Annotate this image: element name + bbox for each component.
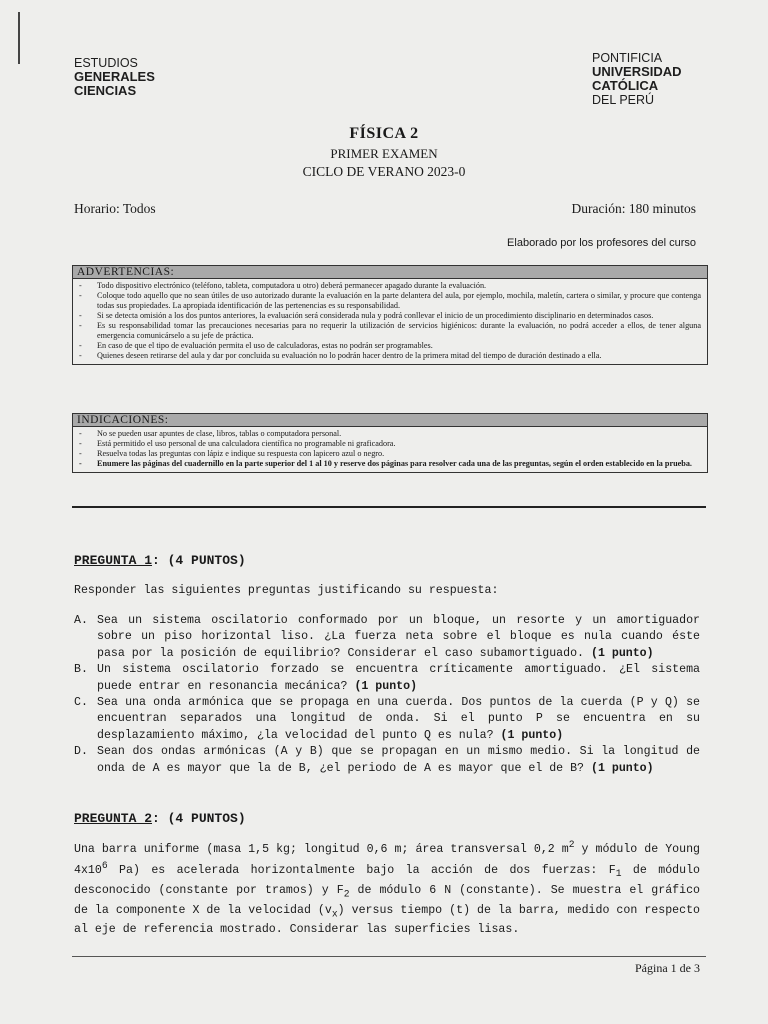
header-university: [592, 51, 682, 107]
instruction-item: - No se pueden usar apuntes de clase, libros, tablas o computadora personal.: [77, 429, 701, 439]
item-letter: C.: [74, 696, 88, 710]
q2-text-3: Pa) es acelerada horizontalmente bajo la acción de dos fuerzas: F: [107, 864, 616, 878]
question-2-body: [74, 837, 700, 939]
authors-text: Elaborado por los profesores del curso: [507, 237, 696, 249]
instruction-item: - Está permitido el uso personal de una calculadora científica no programable ni graficadora.: [77, 439, 701, 449]
exam-course-title: FÍSICA 2: [349, 125, 419, 142]
item-points: (1 punto): [590, 646, 654, 660]
warnings-list: [73, 281, 707, 361]
header-right-line-2: UNIVERSIDAD: [592, 64, 682, 79]
exam-cycle: CICLO DE VERANO 2023-0: [302, 164, 466, 179]
item-points: (1 punto): [590, 761, 654, 775]
header-left-line-1: ESTUDIOS: [74, 56, 138, 70]
header-left-line-3: CIENCIAS: [74, 83, 137, 98]
exam-type: PRIMER EXAMEN: [330, 146, 438, 161]
warning-item: - Si se detecta omisión a los dos puntos anteriores, la evaluación será considerada nula y podrá conllevar el inicio de un procedimiento disciplinario en determinados casos.: [77, 311, 701, 321]
item-letter: D.: [74, 745, 88, 759]
item-letter: B.: [74, 663, 88, 677]
instruction-item-emphasis: - Enumere las páginas del cuadernillo en la parte superior del 1 al 10 y reserve dos páginas para resolver cada una de las preguntas, según el orden establecido en la prueba.: [77, 459, 701, 469]
warning-item: - Todo dispositivo electrónico (teléfono, tableta, computadora u otro) deberá permanecer apagado durante la evaluación.: [77, 281, 701, 291]
question-1-points: : (4 PUNTOS): [152, 553, 246, 568]
item-text: Sea un sistema oscilatorio conformado por un bloque, un resorte y un amortiguador sobre un piso horizontal liso. ¿La fuerza neta sobre el bloque es nula cuando éste pasa por la posición de equilibrio? Considerar el caso subamortiguado.: [97, 614, 700, 660]
footer-divider: [72, 956, 706, 957]
question-1-item-d: [74, 744, 700, 777]
question-1-body: [74, 613, 700, 777]
schedule-text: Horario: Todos: [74, 201, 156, 216]
warning-item: - Es su responsabilidad tomar las precauciones necesarias para no requerir la utilización de servicios higiénicos: durante la evaluación, no podrá acceder a ellos, de tener alguna emergencia comunicárselo a su jefe de práctica.: [77, 321, 701, 341]
question-1-label: PREGUNTA 1: [74, 553, 153, 568]
warning-item: - En caso de que el tipo de evaluación permita el uso de calculadoras, estas no podrán ser programables.: [77, 341, 701, 351]
q2-sub-1: 1: [615, 868, 622, 880]
item-text: Un sistema oscilatorio forzado se encuentra críticamente amortiguado. ¿El sistema puede entrar en resonancia mecánica?: [97, 663, 700, 693]
header-right-line-4: DEL PERÚ: [592, 93, 655, 107]
page-edge-mark: [18, 12, 20, 64]
item-text: Sea una onda armónica que se propaga en una cuerda. Dos puntos de la cuerda (P y Q) se encuentran separados una longitud de onda. Si el punto P se encuentra en su desplazamiento máximo, ¿la velocidad del punto Q es nula?: [97, 696, 700, 742]
item-text: Sean dos ondas armónicas (A y B) que se propagan en un mismo medio. Si la longitud de onda de A es mayor que la de B, ¿el periodo de A es mayor que el de B?: [97, 745, 700, 775]
page-number: Página 1 de 3: [635, 961, 700, 975]
header-left-line-2: GENERALES: [74, 69, 155, 84]
item-points: (1 punto): [500, 728, 564, 742]
exam-title-block: [0, 125, 768, 180]
question-2-title: [74, 811, 246, 826]
instructions-heading: INDICACIONES:: [73, 414, 707, 427]
question-2-label: PREGUNTA 2: [74, 811, 153, 826]
question-1-intro: Responder las siguientes preguntas justificando su respuesta:: [74, 584, 499, 597]
instruction-item: - Resuelva todas las preguntas con lápiz e indique su respuesta con lapicero azul o negro.: [77, 449, 701, 459]
question-1-item-b: [74, 662, 700, 695]
header-right-line-3: CATÓLICA: [592, 78, 659, 93]
item-points: (1 punto): [354, 679, 418, 693]
item-letter: A.: [74, 614, 88, 627]
section-divider: [72, 506, 706, 508]
q2-text-1: Una barra uniforme (masa 1,5 kg; longitud 0,6 m; área transversal 0,2 m: [74, 842, 569, 856]
question-1-list: [74, 613, 700, 777]
instructions-box: [72, 413, 708, 473]
header-right-line-1: PONTIFICIA: [592, 51, 663, 65]
q2-text-2: y módulo de Young 4x10: [74, 842, 700, 878]
warning-item: - Quienes deseen retirarse del aula y dar por concluida su evaluación no lo podrán hacer dentro de la primera mitad del tiempo de duración destinado a ella.: [77, 351, 701, 361]
question-1-item-a: [74, 613, 700, 662]
warnings-heading: ADVERTENCIAS:: [73, 266, 707, 279]
warnings-box: [72, 265, 708, 365]
q2-text-5: de módulo 6 N (constante). Se muestra el gráfico de la componente X de la velocidad (v: [74, 883, 700, 917]
header-estudios-generales: [74, 56, 155, 98]
question-2-points: : (4 PUNTOS): [152, 811, 246, 826]
question-1-title: [74, 553, 246, 568]
q2-sub-2: 2: [343, 888, 350, 900]
question-1-item-c: [74, 695, 700, 744]
q2-sup-1: 2: [568, 839, 575, 850]
q2-sub-3: x: [331, 907, 338, 919]
q2-text-4: de módulo desconocido (constante por tramos) y F: [74, 864, 700, 897]
instructions-list: [73, 429, 707, 469]
warning-item: - Coloque todo aquello que no sean útiles de uso autorizado durante la evaluación en la parte delantera del aula, por ejemplo, mochila, maletín, cartera o similar, y procure que contenga todas sus propiedades. La apropiada identificación de las pertenencias es su responsabilidad.: [77, 291, 701, 311]
duration-text: Duración: 180 minutos: [571, 201, 696, 216]
q2-sup-2: 6: [101, 860, 108, 872]
q2-text-6: ) versus tiempo (t) de la barra, medido con respecto al eje de referencia mostrado. Considerar las superficies lisas.: [74, 903, 700, 937]
